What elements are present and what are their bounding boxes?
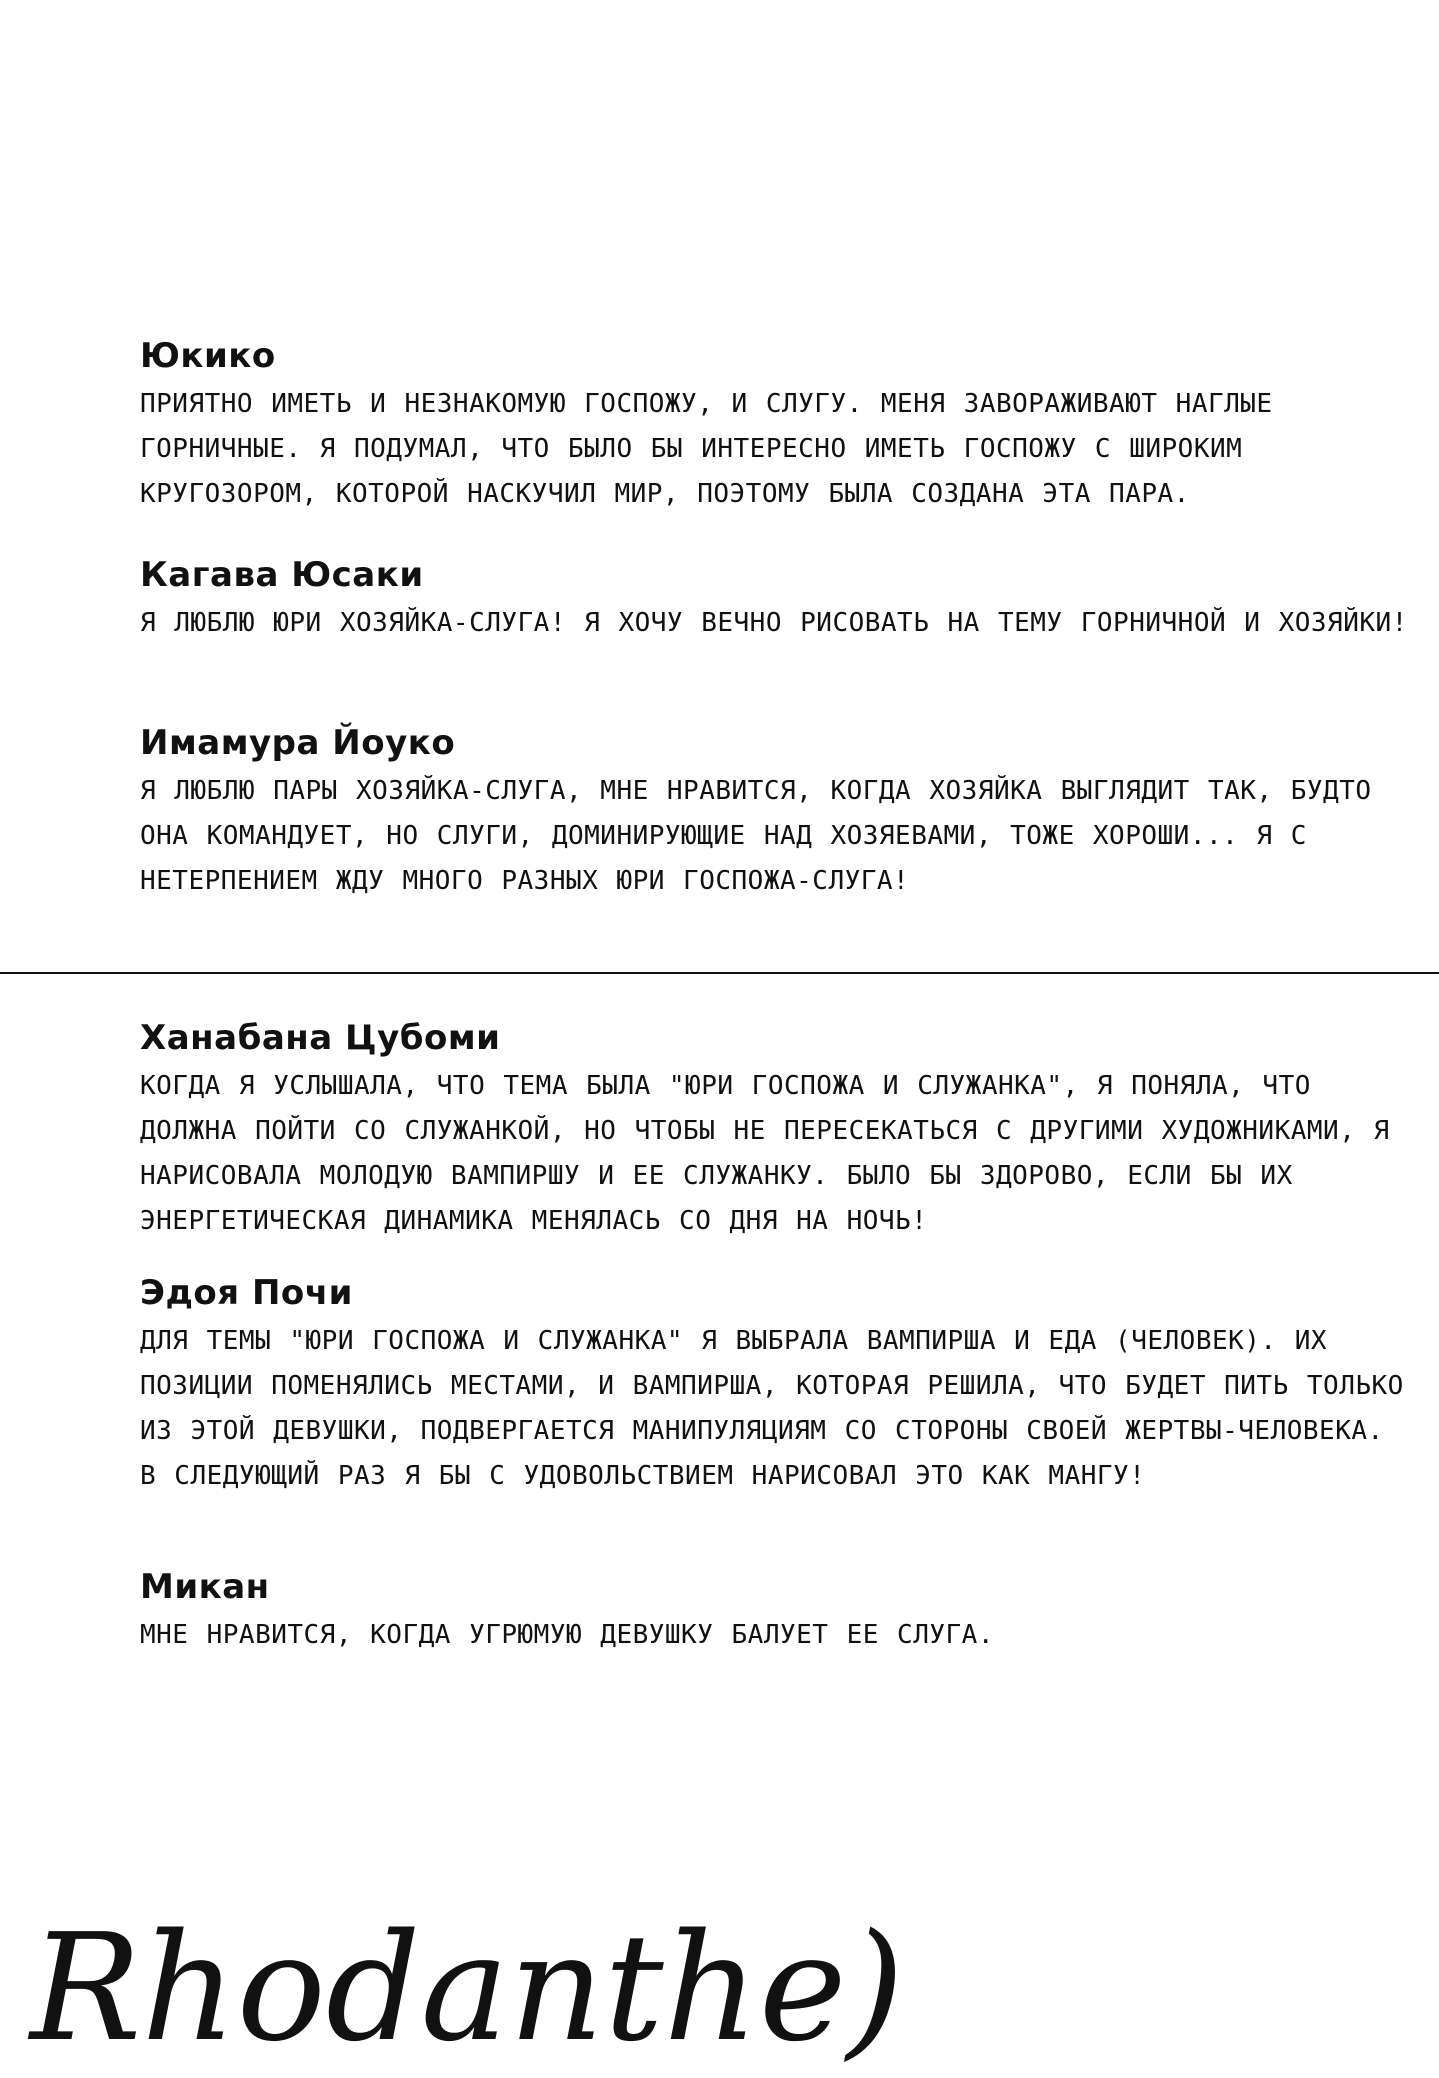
author-comment: ПРИЯТНО ИМЕТЬ И НЕЗНАКОМУЮ ГОСПОЖУ, И СЛУГУ. МЕНЯ ЗАВОРАЖИВАЮТ НАГЛЫЕ ГОРНИЧНЫЕ. Я ПОДУМАЛ, ЧТО БЫЛО БЫ ИНТЕРЕСНО ИМЕТЬ ГОСПОЖУ С ШИРОКИМ КРУГОЗОРОМ, КОТОРОЙ НАСКУЧИЛ МИР, ПОЭТОМУ БЫЛА СОЗДАНА ЭТА ПАРА. xyxy=(140,389,1273,509)
author-name: Микан xyxy=(140,1567,270,1607)
comment-entry xyxy=(140,723,1410,904)
signature-logo: Rhodanthe) xyxy=(30,1902,905,2074)
comment-entry xyxy=(140,1018,1410,1244)
author-comment: Я ЛЮБЛЮ ЮРИ ХОЗЯЙКА-СЛУГА! Я ХОЧУ ВЕЧНО РИСОВАТЬ НА ТЕМУ ГОРНИЧНОЙ И ХОЗЯЙКИ! xyxy=(140,608,1408,638)
author-comment: Я ЛЮБЛЮ ПАРЫ ХОЗЯЙКА-СЛУГА, МНЕ НРАВИТСЯ, КОГДА ХОЗЯЙКА ВЫГЛЯДИТ ТАК, БУДТО ОНА КОМАНДУЕТ, НО СЛУГИ, ДОМИНИРУЮЩИЕ НАД ХОЗЯЕВАМИ, ТОЖЕ ХОРОШИ... Я С НЕТЕРПЕНИЕМ ЖДУ МНОГО РАЗНЫХ ЮРИ ГОСПОЖА-СЛУГА! xyxy=(140,776,1372,896)
comment-entry xyxy=(140,1273,1410,1499)
author-comment: КОГДА Я УСЛЫШАЛА, ЧТО ТЕМА БЫЛА "ЮРИ ГОСПОЖА И СЛУЖАНКА", Я ПОНЯЛА, ЧТО ДОЛЖНА ПОЙТИ СО СЛУЖАНКОЙ, НО ЧТОБЫ НЕ ПЕРЕСЕКАТЬСЯ С ДРУГИМИ ХУДОЖНИКАМИ, Я НАРИСОВАЛА МОЛОДУЮ ВАМПИРШУ И ЕЕ СЛУЖАНКУ. БЫЛО БЫ ЗДОРОВО, ЕСЛИ БЫ ИХ ЭНЕРГЕТИЧЕСКАЯ ДИНАМИКА МЕНЯЛАСЬ СО ДНЯ НА НОЧЬ! xyxy=(140,1071,1390,1236)
comment-entry xyxy=(140,336,1410,517)
comment-entry xyxy=(140,555,1410,646)
author-name: Ханабана Цубоми xyxy=(140,1018,501,1058)
author-comment: МНЕ НРАВИТСЯ, КОГДА УГРЮМУЮ ДЕВУШКУ БАЛУЕТ ЕЕ СЛУГА. xyxy=(140,1620,994,1650)
author-name: Эдоя Почи xyxy=(140,1273,353,1313)
author-name: Юкико xyxy=(140,336,276,376)
comment-entry xyxy=(140,1567,1410,1658)
author-name: Имамура Йоуко xyxy=(140,723,456,763)
author-comment: ДЛЯ ТЕМЫ "ЮРИ ГОСПОЖА И СЛУЖАНКА" Я ВЫБРАЛА ВАМПИРША И ЕДА (ЧЕЛОВЕК). ИХ ПОЗИЦИИ ПОМЕНЯЛИСЬ МЕСТАМИ, И ВАМПИРША, КОТОРАЯ РЕШИЛА, ЧТО БУДЕТ ПИТЬ ТОЛЬКО ИЗ ЭТОЙ ДЕВУШКИ, ПОДВЕРГАЕТСЯ МАНИПУЛЯЦИЯМ СО СТОРОНЫ СВОЕЙ ЖЕРТВЫ-ЧЕЛОВЕКА. В СЛЕДУЮЩИЙ РАЗ Я БЫ С УДОВОЛЬСТВИЕМ НАРИСОВАЛ ЭТО КАК МАНГУ! xyxy=(140,1326,1404,1491)
section-divider xyxy=(0,972,1439,974)
author-name: Кагава Юсаки xyxy=(140,555,424,595)
